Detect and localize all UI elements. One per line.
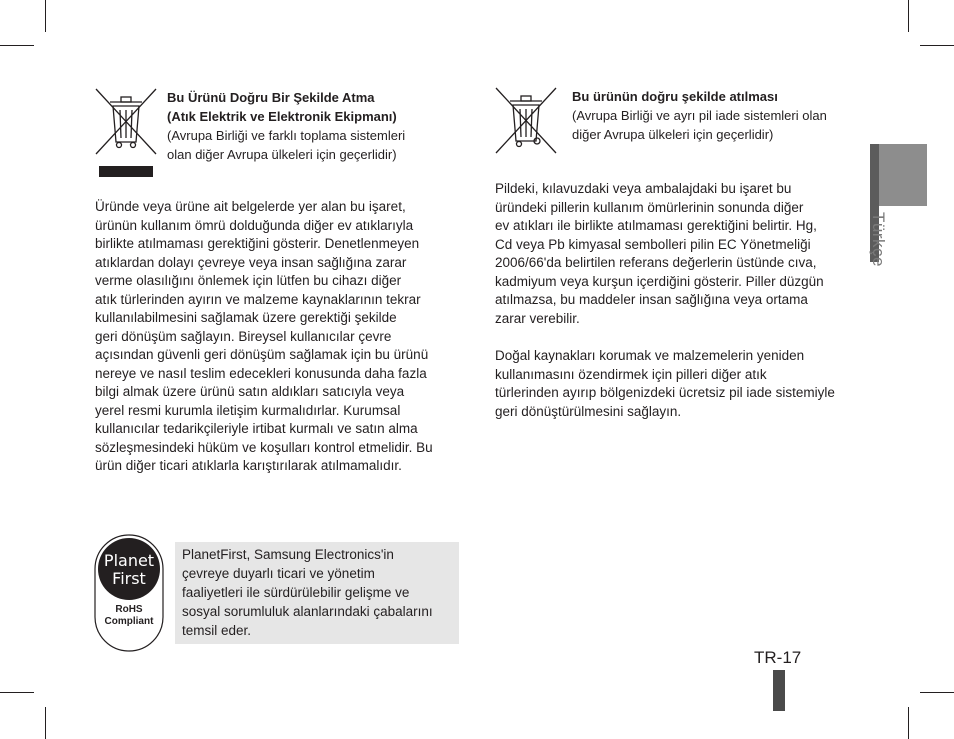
- text-line: PlanetFirst, Samsung Electronics'in: [182, 547, 394, 562]
- battery-crossed-bin-icon: [495, 87, 557, 155]
- resources-paragraph: [495, 347, 835, 421]
- planetfirst-description: [182, 545, 433, 640]
- text-line: kadmiyum veya kurşun içerdiğini gösterir. Piller düzgün: [495, 273, 824, 289]
- page-number: TR-17: [754, 648, 802, 667]
- text-line: kullanıcılar tedarikçileriyle irtibat kurmalı ve satın alma: [95, 421, 418, 436]
- text-line: Pildeki, kılavuzdaki veya ambalajdaki bu işaret bu: [495, 181, 792, 196]
- text-line: çevreye duyarlı ticari ve yönetim: [182, 566, 375, 581]
- text-line: üründeki pillerin kullanım ömürlerinin sonunda diğer: [495, 199, 804, 215]
- crop-mark: [920, 45, 954, 46]
- text-line: sosyal sorumluluk alanlarındaki çabalarını: [182, 604, 433, 619]
- text-line: Cd veya Pb kimyasal sembolleri pilin EC Yönetmeliği: [495, 236, 811, 252]
- text-line: nereye ve nasıl teslim edecekleri konusunda daha fazla: [95, 365, 427, 381]
- text-line: açısından güvenli geri dönüşüm sağlamak için bu ürünü: [95, 347, 429, 362]
- battery-heading-scope: (Avrupa Birliği ve ayrı pil iade sistemleri olan: [572, 108, 827, 123]
- language-tab-label: Türkçe: [869, 212, 888, 267]
- text-line: zarar verebilir.: [495, 310, 580, 326]
- weee-heading-subtitle: (Atık Elektrik ve Elektronik Ekipmanı): [167, 109, 397, 124]
- crop-mark: [0, 692, 34, 693]
- text-line: yerel resmi kurumla iletişim kurmalıdırlar. Kurumsal: [95, 402, 401, 418]
- rohs-compliant-label: Compliant: [104, 616, 154, 627]
- rohs-label: RoHS: [115, 604, 143, 615]
- crop-mark: [908, 0, 909, 32]
- planetfirst-logo: [94, 534, 164, 652]
- weee-heading-title: Bu Ürünü Doğru Bir Şekilde Atma: [167, 90, 375, 105]
- text-line: geri dönüştürülmesini sağlayın.: [495, 403, 682, 419]
- text-line: atık türlerinden ayırın ve malzeme kaynaklarının tekrar: [95, 291, 421, 307]
- weee-heading: [167, 88, 405, 164]
- text-line: atıklardan dolayı çevreye veya insan sağlığına zarar: [95, 254, 407, 270]
- weee-paragraph: [95, 198, 433, 476]
- text-line: faaliyetleri ile sürdürülebilir gelişme ve: [182, 585, 410, 600]
- crop-mark: [0, 45, 34, 46]
- planetfirst-logo-line2: First: [112, 569, 146, 588]
- text-line: kullanılabilmesini sağlamak üzere gerektiği şekilde: [95, 310, 397, 325]
- battery-heading: [572, 87, 827, 144]
- text-line: kullanımasını özendirmek için pilleri diğer atık: [495, 366, 767, 382]
- text-line: 2006/66'da belirtilen referans değerlerin üstünde cıva,: [495, 255, 817, 270]
- text-line: birlikte atılmaması gerektiğini gösterir. Denetlenmeyen: [95, 236, 420, 251]
- text-line: ürünün kullanım ömrü dolduğunda diğer ev atıklarıyla: [95, 217, 414, 233]
- text-line: verme olasılığını önlemek için lütfen bu cihazı diğer: [95, 273, 402, 288]
- battery-heading-title: Bu ürünün doğru şekilde atılması: [572, 89, 778, 104]
- crop-mark: [45, 0, 46, 32]
- text-line: ürün diğer ticari atıklarla karıştırılarak atılmamalıdır.: [95, 458, 402, 473]
- text-line: atılmazsa, bu maddeler insan sağlığına veya ortama: [495, 292, 808, 307]
- crop-mark: [908, 707, 909, 739]
- crop-mark: [920, 692, 954, 693]
- text-line: temsil eder.: [182, 623, 252, 638]
- weee-heading-scope: olan diğer Avrupa ülkeleri için geçerlidir): [167, 147, 397, 162]
- battery-heading-scope: diğer Avrupa ülkeleri için geçerlidir): [572, 127, 774, 142]
- text-line: Doğal kaynakları korumak ve malzemelerin yeniden: [495, 348, 805, 363]
- planetfirst-logo-line1: Planet: [103, 551, 155, 570]
- weee-crossed-bin-icon: [95, 88, 157, 180]
- battery-paragraph: [495, 180, 824, 328]
- text-line: sözleşmesindeki hüküm ve koşulları kontrol etmelidir. Bu: [95, 439, 433, 455]
- weee-heading-scope: (Avrupa Birliği ve farklı toplama sistemleri: [167, 128, 406, 143]
- text-line: türlerinden ayırıp bölgenizdeki ücretsiz pil iade sistemiyle: [495, 385, 835, 400]
- text-line: ev atıkları ile birlikte atılmaması gerektiğini belirtir. Hg,: [495, 218, 817, 233]
- language-tab-block: [879, 144, 927, 206]
- text-line: Üründe veya ürüne ait belgelerde yer alan bu işaret,: [95, 199, 406, 214]
- page-number-bar: [773, 670, 785, 711]
- crop-mark: [45, 707, 46, 739]
- text-line: geri dönüşüm sağlayın. Bireysel kullanıcılar çevre: [95, 328, 392, 344]
- text-line: bilgi almak üzere ürünü satın aldıkları satıcıyla veya: [95, 384, 405, 399]
